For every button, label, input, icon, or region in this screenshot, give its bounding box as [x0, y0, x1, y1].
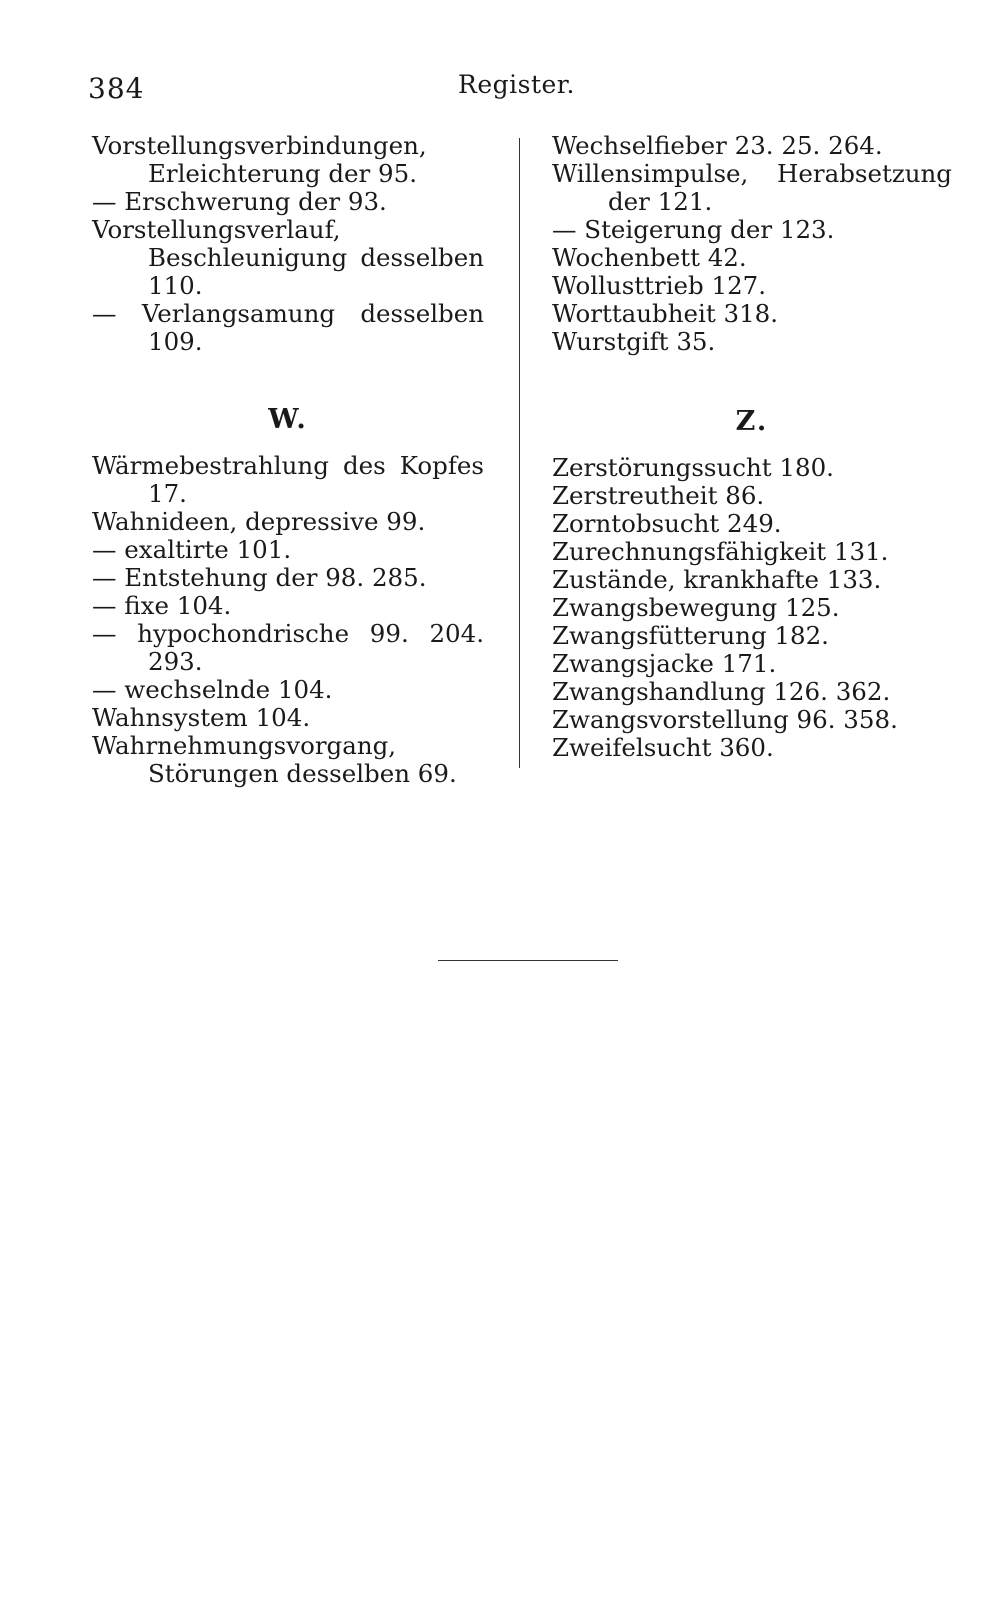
index-entry: Wochenbett 42. [552, 243, 747, 272]
index-subentry: — Erschwerung der 93. [92, 187, 387, 216]
index-entry: Zerstreutheit 86. [552, 481, 765, 510]
index-column-right [552, 132, 952, 762]
index-entry: Zwangsfütterung 182. [552, 621, 829, 650]
index-subentry: — fixe 104. [92, 591, 232, 620]
index-subentry: — Steigerung der 123. [552, 215, 835, 244]
index-entry: Wollusttrieb 127. [552, 271, 767, 300]
index-subentry: — Verlangsamung desselben 109. [92, 299, 484, 356]
column-divider [519, 138, 520, 768]
running-head: Register. [458, 70, 575, 99]
index-entry: Zurechnungsfähigkeit 131. [552, 537, 889, 566]
index-entry: Wärmebestrahlung des Kopfes 17. [92, 451, 484, 508]
index-entry: Zwangsjacke 171. [552, 649, 777, 678]
index-entry: Zweifelsucht 360. [552, 733, 774, 762]
section-letter-w: W. [268, 404, 308, 435]
index-entry: Zwangsbewegung 125. [552, 593, 840, 622]
section-letter-z: Z. [735, 406, 769, 437]
index-entry: Wahnsystem 104. [92, 703, 311, 732]
index-entry: Zerstörungssucht 180. [552, 453, 834, 482]
end-rule [438, 960, 618, 961]
index-entry: Vorstellungsverlauf, Beschleunigung desselben 110. [92, 215, 484, 300]
page-number: 384 [88, 72, 145, 105]
index-entry: Worttaubheit 318. [552, 299, 779, 328]
index-entry: Zwangshandlung 126. 362. [552, 677, 891, 706]
index-entry: Wahrnehmungsvorgang, Störungen desselben 69. [92, 731, 457, 788]
index-subentry: — wechselnde 104. [92, 675, 333, 704]
index-subentry: — hypochondrische 99. 204. 293. [92, 619, 484, 676]
index-entry: Willensimpulse, Herabsetzung der 121. [552, 159, 952, 216]
index-entry: Zustände, krankhafte 133. [552, 565, 882, 594]
index-subentry: — Entstehung der 98. 285. [92, 563, 427, 592]
index-entry: Vorstellungsverbindungen, Erleichterung der 95. [92, 131, 427, 188]
index-subentry: — exaltirte 101. [92, 535, 292, 564]
index-column-left [92, 132, 484, 788]
index-entry: Zwangsvorstellung 96. 358. [552, 705, 898, 734]
index-entry: Wurstgift 35. [552, 327, 716, 356]
index-entry: Wechselfieber 23. 25. 264. [552, 131, 883, 160]
index-entry: Wahnideen, depressive 99. [92, 507, 426, 536]
index-entry: Zorntobsucht 249. [552, 509, 782, 538]
